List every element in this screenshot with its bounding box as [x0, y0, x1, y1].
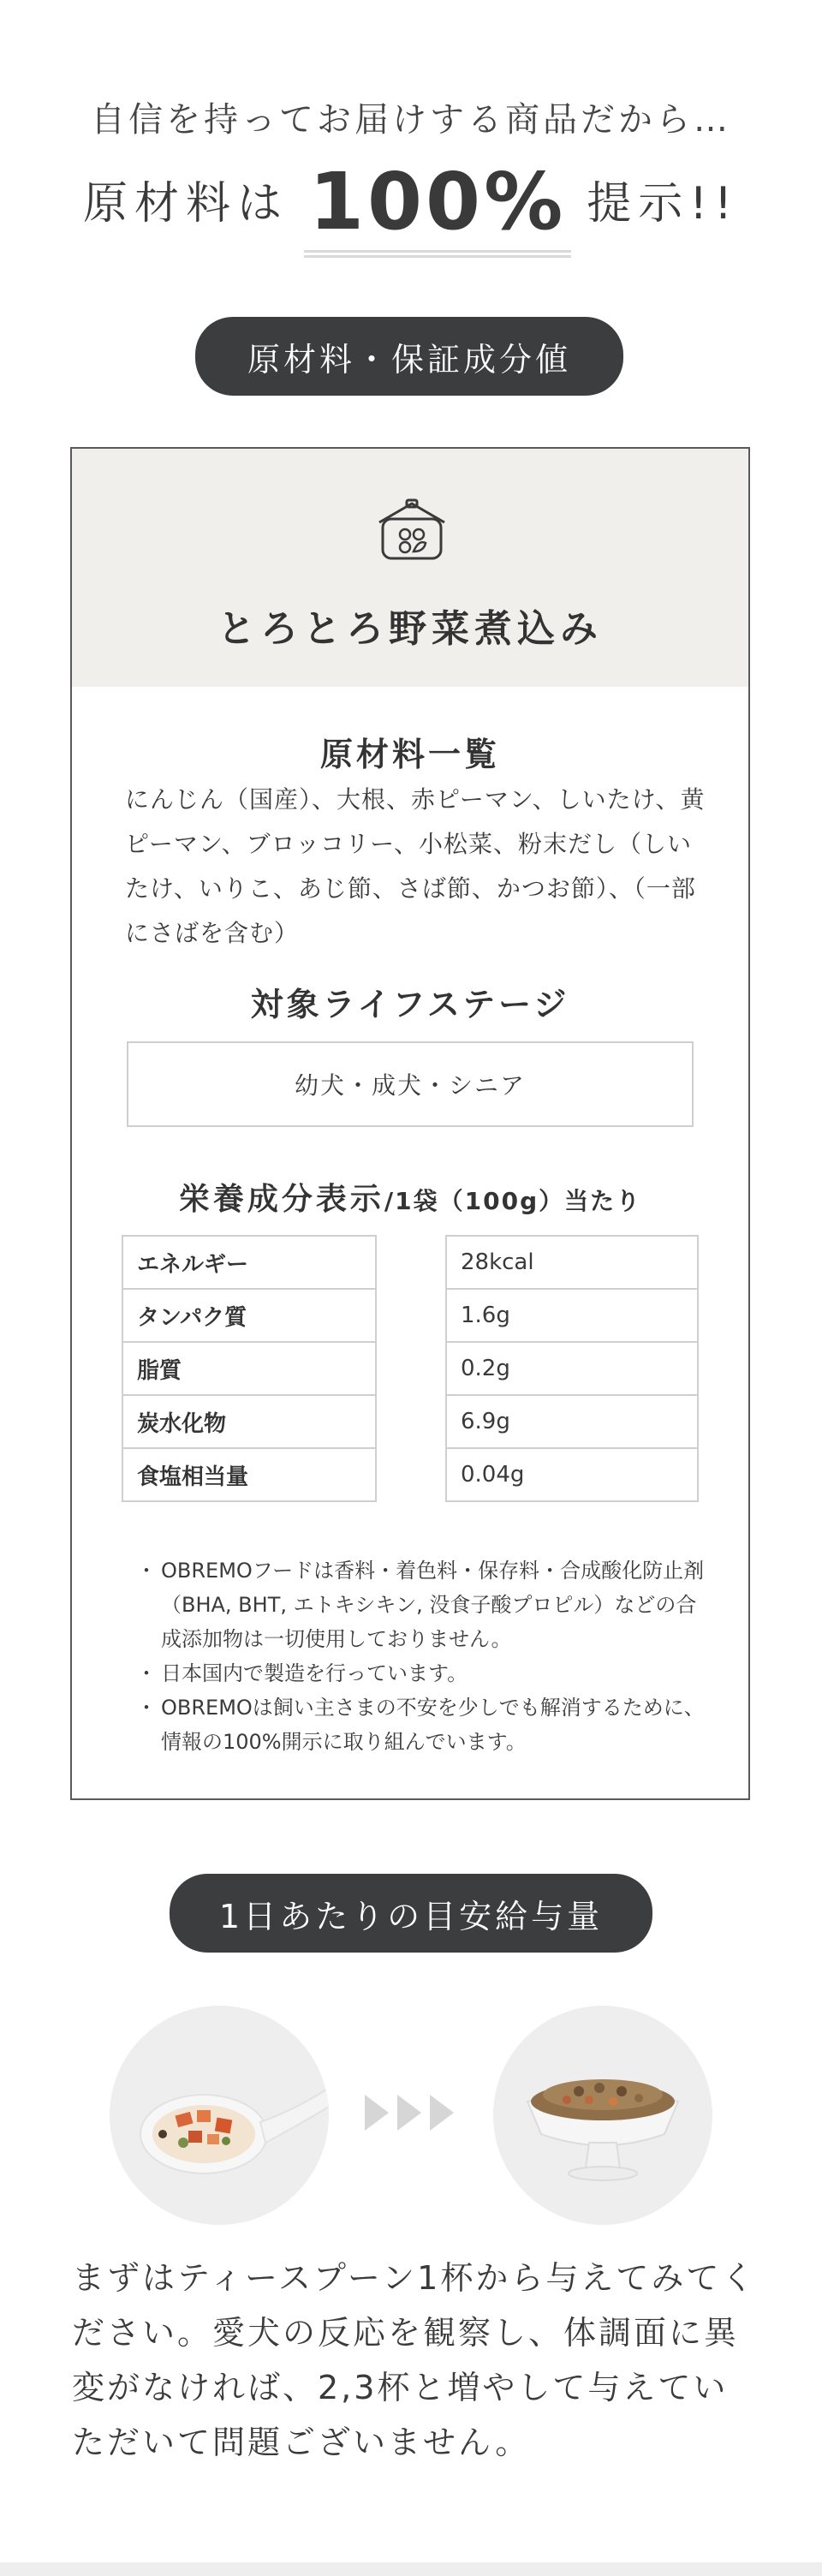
section-pill: 原材料・保証成分値 [195, 317, 623, 396]
tagline: 自信を持ってお届けする商品だから… [91, 100, 731, 140]
nutrition-label: 脂質 [122, 1341, 377, 1396]
notes-list [132, 1553, 714, 1759]
nutrition-value: 0.2g [445, 1341, 699, 1396]
nutrition-value: 6.9g [445, 1394, 699, 1449]
nutrition-title [72, 1175, 748, 1219]
nutrition-label-column [122, 1235, 377, 1502]
note-text: OBREMOは飼い主さまの不安を少しでも解消するために、情報の100%開示に取り組んでいます。 [161, 1696, 705, 1754]
feeding-text: まずはティースプーン1杯から与えてみてください。愛犬の反応を観察し、体調面に異変がなければ、2,3杯と増やして与えていただいて問題ございません。 [72, 2259, 757, 2461]
headline-post: 提示!! [587, 178, 739, 230]
note-text: OBREMOフードは香料・着色料・保存料・合成酸化防止剤（BHA, BHT, エトキシキン, 没食子酸プロピル）などの合成添加物は一切使用しておりません。 [161, 1559, 705, 1651]
nutrition-value: 0.04g [445, 1447, 699, 1502]
nutrition-title-per: /1袋（100g）当たり [384, 1187, 642, 1215]
nutrition-value: 1.6g [445, 1288, 699, 1343]
life-stage-title: 対象ライフステージ [250, 986, 570, 1023]
footer-strip [0, 2562, 822, 2576]
nutrition-label: タンパク質 [122, 1288, 377, 1343]
bullet-icon: ・ [136, 1559, 157, 1583]
life-stage-box: 幼犬・成犬・シニア [127, 1041, 694, 1127]
product-name: とろとろ野菜煮込み [217, 607, 603, 651]
ingredients-text: にんじん（国産）、大根、赤ピーマン、しいたけ、黄ピーマン、ブロッコリー、小松菜、粉末だし（しいたけ、いりこ、あじ節、さば節、かつお節）、（一部にさばを含む） [125, 785, 706, 947]
headline [0, 147, 822, 247]
nutrition-label: 炭水化物 [122, 1394, 377, 1449]
nutrition-value: 28kcal [445, 1235, 699, 1290]
note-item [132, 1690, 714, 1759]
bullet-icon: ・ [136, 1661, 157, 1685]
headline-pre: 原材料は [83, 178, 289, 230]
bowl-food-image [493, 2006, 712, 2225]
spoon-food-image [110, 2006, 329, 2225]
note-item [132, 1656, 714, 1690]
headline-percent: 100% [309, 156, 567, 247]
bullet-icon: ・ [136, 1696, 157, 1720]
nutrition-label: 食塩相当量 [122, 1447, 377, 1502]
triple-arrow-right-icon [363, 2093, 459, 2132]
nutrition-title-main: 栄養成分表示 [178, 1182, 384, 1217]
food-house-icon [374, 498, 450, 564]
ingredients-card [70, 447, 750, 1800]
note-item [132, 1553, 714, 1656]
nutrition-value-column [445, 1235, 699, 1502]
ingredients-title: 原材料一覧 [319, 736, 500, 773]
feeding-pill: 1日あたりの目安給与量 [170, 1874, 652, 1953]
note-text: 日本国内で製造を行っています。 [161, 1661, 468, 1685]
nutrition-label: エネルギー [122, 1235, 377, 1290]
